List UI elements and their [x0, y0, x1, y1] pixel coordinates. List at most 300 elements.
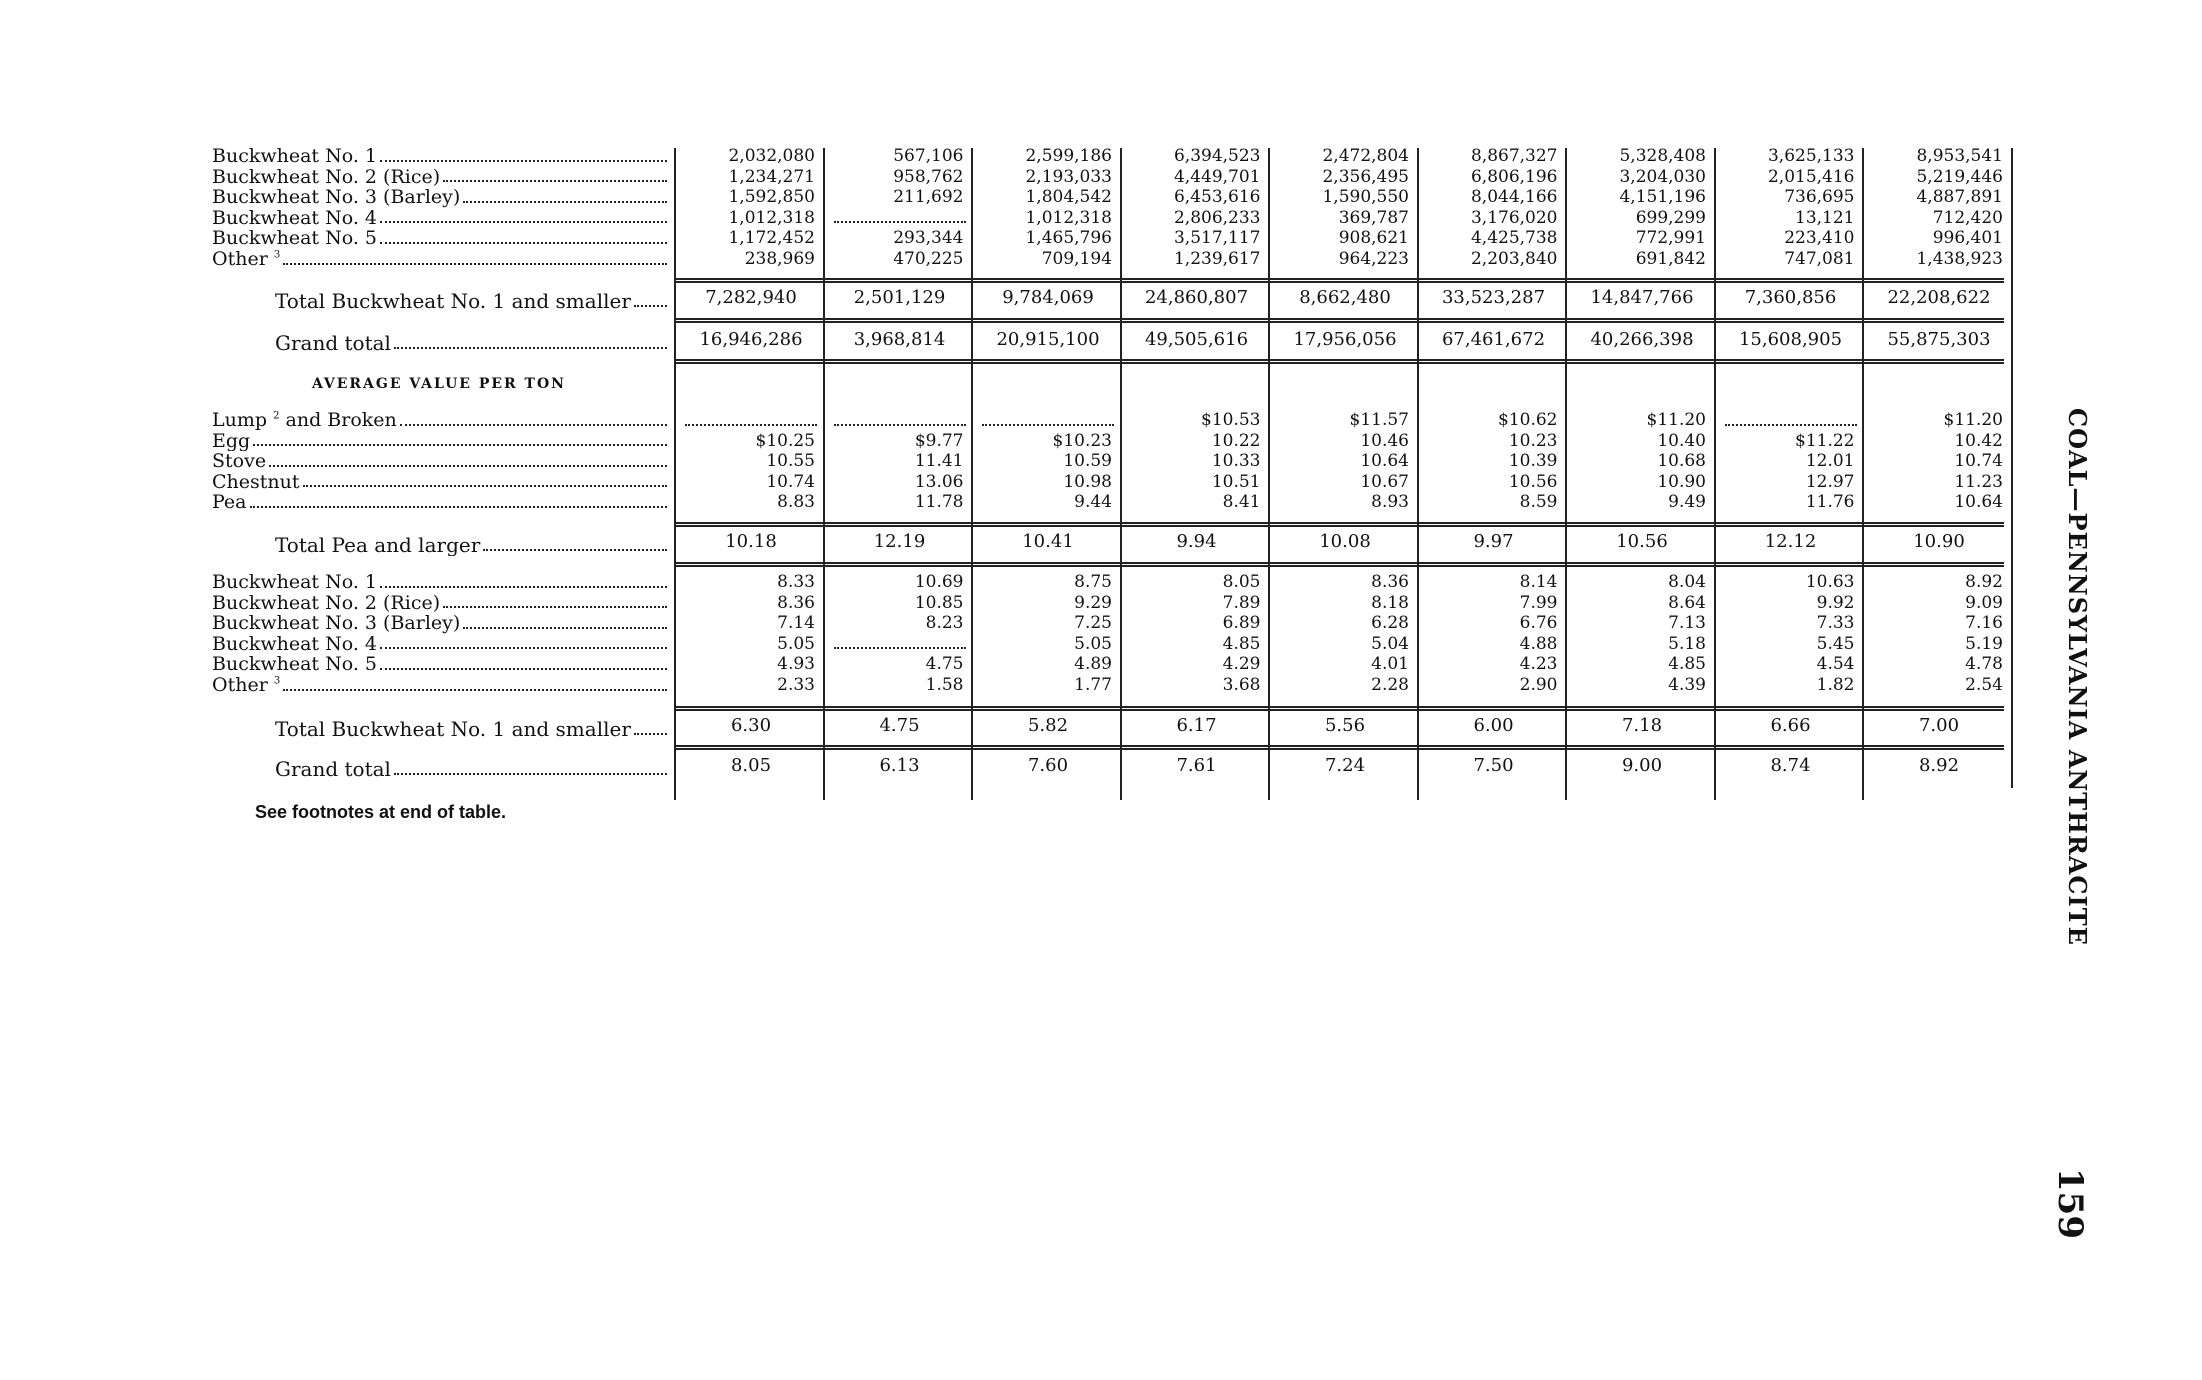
table-cell: 10.64 — [1360, 451, 1409, 472]
table-cell: 7.99 — [1519, 592, 1558, 613]
data-column-block — [1271, 284, 1419, 312]
row-label: Pea — [212, 492, 667, 513]
data-column-block — [826, 712, 974, 740]
table-cell: $9.77 — [914, 430, 964, 451]
table-cell: 211,692 — [893, 187, 964, 208]
data-column-block — [1271, 528, 1419, 556]
table-cell: 8,867,327 — [1470, 146, 1558, 166]
rule — [674, 318, 2004, 323]
table-cell: 293,344 — [893, 228, 964, 249]
table-cell: 2.28 — [1371, 674, 1409, 695]
table-cell: 10.98 — [1063, 471, 1112, 492]
data-column-block — [1568, 752, 1716, 780]
total-cell: 5.56 — [1324, 715, 1366, 736]
total-cell: 6.00 — [1473, 715, 1514, 736]
data-column-block — [1568, 712, 1716, 740]
table-cell: 4.23 — [1519, 654, 1558, 675]
table-cell: 9.29 — [1074, 592, 1112, 613]
data-column-block — [1420, 528, 1568, 556]
table-cell: 10.39 — [1508, 451, 1558, 472]
table-cell: 10.51 — [1211, 471, 1261, 492]
total-cell: 67,461,672 — [1441, 329, 1546, 350]
data-column-block — [1271, 326, 1419, 354]
table-cell: 1.82 — [1816, 674, 1855, 695]
data-column-block — [1420, 712, 1568, 740]
total-cell: 10.56 — [1616, 531, 1668, 552]
table-cell: 2,193,033 — [1025, 166, 1112, 187]
row-label: Buckwheat No. 1 — [212, 146, 667, 167]
table-cell: 5,219,446 — [1916, 166, 2003, 187]
data-column-block — [1717, 326, 1865, 354]
data-column-block — [974, 528, 1122, 556]
data-column-block — [1123, 572, 1271, 696]
table-cell: 8.14 — [1519, 572, 1558, 592]
table-cell: 470,225 — [893, 248, 964, 269]
total-cell: 9.00 — [1621, 755, 1663, 776]
table-cell: 8.04 — [1668, 572, 1706, 592]
data-column-block — [1420, 284, 1568, 312]
table-cell: 8.41 — [1222, 492, 1261, 513]
footnote-reference: See footnotes at end of table. — [255, 802, 507, 822]
total-cell: 49,505,616 — [1144, 329, 1249, 350]
data-column-block — [1123, 326, 1271, 354]
row-label: Buckwheat No. 2 (Rice) — [212, 167, 667, 188]
data-column-block — [1865, 410, 2013, 513]
table-cell: 8.18 — [1371, 592, 1409, 613]
table-cell: 1,172,452 — [728, 228, 815, 249]
table-cell: 8.92 — [1965, 572, 2003, 592]
table-cell: 1,012,318 — [728, 207, 815, 228]
data-column-block — [1717, 752, 1865, 780]
table-cell: 4.78 — [1965, 654, 2003, 675]
data-column-block — [1717, 284, 1865, 312]
total-cell: 6.66 — [1770, 715, 1811, 736]
row-label: Buckwheat No. 1 — [212, 572, 667, 593]
table-cell: 10.22 — [1211, 430, 1261, 451]
row-label: Buckwheat No. 3 (Barley) — [212, 613, 667, 634]
column-rule — [674, 148, 676, 800]
table-cell: 1.58 — [925, 674, 964, 695]
table-cell: 10.85 — [914, 592, 964, 613]
total-cell: 15,608,905 — [1738, 329, 1843, 350]
row-labels-bw-total-2 — [212, 712, 667, 740]
row-labels-pea-total — [212, 528, 667, 556]
table-cell: 223,410 — [1784, 228, 1855, 249]
total-cell: 6.30 — [730, 715, 772, 736]
table-cell: 5.19 — [1965, 633, 2003, 654]
table-cell: 1,012,318 — [1025, 207, 1112, 228]
data-column-block — [1865, 146, 2013, 270]
data-column-block — [1271, 410, 1419, 513]
data-column-block — [974, 572, 1122, 696]
total-buckwheat-label: Total Buckwheat No. 1 and smaller — [212, 284, 667, 312]
table-cell: 6.76 — [1519, 613, 1558, 634]
data-column-block — [1420, 572, 1568, 696]
table-cell: 4.93 — [777, 654, 815, 675]
rule — [674, 359, 2004, 364]
row-label: Egg — [212, 431, 667, 452]
total-cell: 8.74 — [1770, 755, 1811, 776]
table-cell: 1.77 — [1074, 674, 1112, 695]
table-cell — [826, 208, 974, 229]
data-column-block — [826, 528, 974, 556]
total-cell: 14,847,766 — [1590, 287, 1694, 308]
table-cell: 8.93 — [1371, 492, 1409, 513]
total-cell: 7.18 — [1621, 715, 1663, 736]
table-cell — [826, 410, 974, 431]
total-cell: 10.90 — [1913, 531, 1965, 552]
table-cell: 4.01 — [1371, 654, 1409, 675]
table-cell: 10.59 — [1063, 451, 1112, 472]
total-cell: 16,946,286 — [699, 329, 803, 350]
total-cell: 20,915,100 — [996, 329, 1100, 350]
table-cell: 8.23 — [925, 613, 964, 634]
total-cell: 8,662,480 — [1299, 287, 1391, 308]
data-column-block — [1123, 410, 1271, 513]
table-cell: 10.42 — [1954, 430, 2003, 451]
table-cell: 567,106 — [893, 146, 964, 166]
table-cell: 1,592,850 — [728, 187, 815, 208]
table-cell: 9.44 — [1074, 492, 1112, 513]
table-cell: 2.90 — [1519, 674, 1558, 695]
grand-total-value-label: Grand total — [212, 752, 667, 780]
table-cell: 8,953,541 — [1916, 146, 2003, 166]
table-cell: 2,203,840 — [1470, 248, 1558, 269]
data-column-block — [677, 146, 825, 270]
table-cell: 7.25 — [1074, 613, 1112, 634]
table-cell: 6.89 — [1222, 613, 1261, 634]
table-cell: 12.97 — [1805, 471, 1855, 492]
row-label: Lump $^2$ and Broken — [212, 410, 667, 431]
table-cell: 10.67 — [1360, 471, 1409, 492]
total-cell: 7,360,856 — [1744, 287, 1837, 308]
table-cell: 12.01 — [1805, 451, 1855, 472]
data-column-block — [826, 326, 974, 354]
table-cell: 5.05 — [777, 633, 815, 654]
table-cell: 10.68 — [1657, 451, 1706, 472]
table-cell: 5.45 — [1816, 633, 1855, 654]
table-cell: 1,438,923 — [1916, 248, 2003, 269]
data-column-block — [1123, 712, 1271, 740]
total-cell: 24,860,807 — [1144, 287, 1249, 308]
table-cell: 6.28 — [1371, 613, 1409, 634]
table-cell: 8.59 — [1519, 492, 1558, 513]
table-cell: 369,787 — [1338, 207, 1409, 228]
table-cell: 3,204,030 — [1619, 166, 1706, 187]
table-cell: 8.36 — [777, 592, 815, 613]
table-cell: 10.56 — [1508, 471, 1558, 492]
rule — [674, 745, 2004, 750]
total-cell: 10.18 — [725, 531, 777, 552]
total-pea-label: Total Pea and larger — [212, 528, 667, 556]
total-cell: 12.12 — [1764, 531, 1817, 552]
data-column-block — [826, 146, 974, 270]
data-column-block — [1420, 410, 1568, 513]
total-cell: 6.13 — [879, 755, 920, 776]
data-column-block — [1420, 752, 1568, 780]
table-cell: 1,465,796 — [1025, 228, 1112, 249]
table-cell: 2,472,804 — [1322, 146, 1409, 166]
data-column-block — [1271, 572, 1419, 696]
rule — [674, 522, 2004, 527]
table-cell: $10.62 — [1498, 410, 1558, 430]
table-cell: 747,081 — [1784, 248, 1855, 269]
table-cell: 2,599,186 — [1025, 146, 1112, 166]
table-cell: 5.18 — [1668, 633, 1706, 654]
data-column-block — [826, 572, 974, 696]
table-cell: 10.63 — [1805, 572, 1855, 592]
data-column-block — [1717, 712, 1865, 740]
table-cell: 699,299 — [1635, 207, 1706, 228]
data-column-block — [974, 146, 1122, 270]
row-labels — [212, 146, 667, 270]
table-cell: 4.85 — [1668, 654, 1706, 675]
table-cell: $10.23 — [1052, 430, 1112, 451]
table-cell: $11.20 — [1646, 410, 1706, 430]
data-column-block — [1271, 712, 1419, 740]
table-cell: 8.33 — [777, 572, 815, 592]
table-cell: 8.36 — [1371, 572, 1409, 592]
table-cell: 7.89 — [1222, 592, 1261, 613]
row-label: Stove — [212, 451, 667, 472]
table-cell: 772,991 — [1635, 228, 1706, 249]
table-cell: 4.88 — [1519, 633, 1558, 654]
table-cell: 4,887,891 — [1916, 187, 2003, 208]
total-cell: 33,523,287 — [1441, 287, 1546, 308]
total-cell: 12.19 — [873, 531, 926, 552]
data-column-block — [677, 410, 825, 513]
table-cell: 5,328,408 — [1619, 146, 1706, 166]
table-cell: 712,420 — [1932, 207, 2003, 228]
row-label: Buckwheat No. 5 — [212, 654, 667, 675]
table-cell: 11.78 — [914, 492, 964, 513]
table-cell: 4,449,701 — [1173, 166, 1261, 187]
total-cell: 4.75 — [879, 715, 920, 736]
table-cell: 1,590,550 — [1322, 187, 1409, 208]
table-cell: 10.90 — [1657, 471, 1706, 492]
table-cell: 3,517,117 — [1173, 228, 1261, 249]
table-cell: 1,239,617 — [1173, 248, 1261, 269]
table-cell: $11.57 — [1349, 410, 1409, 430]
data-column-block — [1865, 528, 2013, 556]
row-label: Buckwheat No. 3 (Barley) — [212, 187, 667, 208]
data-column-block — [677, 284, 825, 312]
table-cell: 4.75 — [925, 654, 964, 675]
rule — [674, 278, 2004, 283]
table-cell: 4,151,196 — [1619, 187, 1706, 208]
total-cell: 7.50 — [1473, 755, 1514, 776]
table-cell: 13,121 — [1795, 207, 1855, 228]
table-cell: 238,969 — [744, 248, 815, 269]
total-cell: 3,968,814 — [853, 329, 946, 350]
table-cell: 10.46 — [1360, 430, 1409, 451]
row-label: Other $^3$ — [212, 675, 667, 696]
value-row-labels-b — [212, 572, 667, 696]
row-label: Buckwheat No. 4 — [212, 634, 667, 655]
data-column-block — [677, 572, 825, 696]
table-cell: 5.05 — [1074, 633, 1112, 654]
value-row-labels-a — [212, 410, 667, 513]
data-column-block — [1568, 326, 1716, 354]
data-column-block — [677, 326, 825, 354]
row-label: Buckwheat No. 2 (Rice) — [212, 593, 667, 614]
row-label: Chestnut — [212, 472, 667, 493]
table-cell: 8.83 — [777, 492, 815, 513]
table-cell: 3,176,020 — [1470, 207, 1558, 228]
data-column-block — [677, 752, 825, 780]
data-column-block — [1123, 284, 1271, 312]
data-column-block — [1123, 146, 1271, 270]
table-cell: 3,625,133 — [1767, 146, 1855, 166]
total-cell: 7.24 — [1324, 755, 1366, 776]
table-cell: 908,621 — [1338, 228, 1409, 249]
data-column-block — [677, 528, 825, 556]
table-cell: 7.16 — [1965, 613, 2003, 634]
total-cell: 55,875,303 — [1887, 329, 1991, 350]
data-column-block — [1865, 752, 2013, 780]
table-cell: 958,762 — [893, 166, 964, 187]
table-cell: 10.23 — [1508, 430, 1558, 451]
data-column-block — [826, 410, 974, 513]
data-column-block — [1568, 284, 1716, 312]
table-cell: 10.55 — [766, 451, 815, 472]
data-column-block — [826, 284, 974, 312]
data-column-block — [974, 752, 1122, 780]
table-cell: 6,394,523 — [1173, 146, 1261, 166]
table-cell: 10.64 — [1954, 492, 2003, 513]
table-cell: 4.29 — [1222, 654, 1261, 675]
total-cell: 7.61 — [1176, 755, 1217, 776]
data-column-block — [1865, 572, 2013, 696]
table-cell: 2,015,416 — [1767, 166, 1855, 187]
data-column-block — [1568, 410, 1716, 513]
data-column-block — [677, 712, 825, 740]
table-cell — [1717, 410, 1865, 431]
total-cell: 6.17 — [1176, 715, 1217, 736]
table-cell: 2.54 — [1965, 674, 2003, 695]
table-cell: 9.92 — [1816, 592, 1855, 613]
table-cell: 10.74 — [766, 471, 815, 492]
row-label: Buckwheat No. 4 — [212, 208, 667, 229]
row-labels-grand-2 — [212, 752, 667, 780]
table-cell: 4.39 — [1668, 674, 1706, 695]
grand-total-label: Grand total — [212, 326, 667, 354]
table-cell: 5.04 — [1371, 633, 1409, 654]
table-cell: 7.14 — [777, 613, 815, 634]
total-cell: 2,501,129 — [853, 287, 946, 308]
table-cell: 4,425,738 — [1470, 228, 1558, 249]
rule — [674, 706, 2004, 711]
table-cell: 2.33 — [777, 674, 815, 695]
table-cell: 4.89 — [1074, 654, 1112, 675]
data-column-block — [1865, 712, 2013, 740]
total-cell: 7,282,940 — [705, 287, 797, 308]
table-cell: $10.53 — [1201, 410, 1261, 430]
rule — [674, 562, 2004, 567]
data-column-block — [1420, 326, 1568, 354]
table-cell: 9.49 — [1668, 492, 1706, 513]
table-cell: 2,356,495 — [1322, 166, 1409, 187]
row-labels-totals — [212, 284, 667, 312]
data-column-block — [1568, 572, 1716, 696]
data-column-block — [1568, 146, 1716, 270]
table-cell: 11.41 — [914, 451, 964, 472]
data-column-block — [1717, 572, 1865, 696]
total-cell: 7.60 — [1027, 755, 1069, 776]
table-cell: 10.40 — [1657, 430, 1706, 451]
data-column-block — [1717, 146, 1865, 270]
data-column-block — [974, 410, 1122, 513]
total-cell: 9.94 — [1176, 531, 1217, 552]
total-cell: 10.41 — [1022, 531, 1074, 552]
table-cell: 8,044,166 — [1470, 187, 1558, 208]
table-cell: 10.74 — [1954, 451, 2003, 472]
data-column-block — [1717, 528, 1865, 556]
data-column-block — [974, 326, 1122, 354]
data-column-block — [1865, 284, 2013, 312]
total-cell: 5.82 — [1027, 715, 1069, 736]
table-cell — [826, 634, 974, 655]
table-cell: 8.75 — [1074, 572, 1112, 592]
table-cell: 7.33 — [1816, 613, 1855, 634]
table-cell: $11.20 — [1943, 410, 2003, 430]
row-label: Other $^3$ — [212, 249, 667, 270]
data-column-block — [1865, 326, 2013, 354]
total-buckwheat-value-label: Total Buckwheat No. 1 and smaller — [212, 712, 667, 740]
total-cell: 8.92 — [1918, 755, 1960, 776]
table-cell: 10.33 — [1211, 451, 1261, 472]
table-cell — [677, 410, 825, 431]
page-number: 159 — [2050, 1168, 2090, 1239]
row-label: Buckwheat No. 5 — [212, 228, 667, 249]
table-cell: 1,234,271 — [728, 166, 815, 187]
data-column-block — [974, 284, 1122, 312]
total-cell: 9,784,069 — [1002, 287, 1094, 308]
table-cell: 2,032,080 — [728, 146, 815, 166]
total-cell: 10.08 — [1319, 531, 1371, 552]
table-cell: 13.06 — [914, 471, 964, 492]
data-column-block — [1123, 752, 1271, 780]
table-cell: 709,194 — [1041, 248, 1112, 269]
table-cell: 736,695 — [1784, 187, 1855, 208]
table-cell: $10.25 — [755, 430, 815, 451]
table-cell: 4.85 — [1222, 633, 1261, 654]
data-column-block — [1717, 410, 1865, 513]
table-cell: 8.64 — [1668, 592, 1706, 613]
table-cell — [974, 410, 1122, 431]
table-cell: $11.22 — [1795, 430, 1855, 451]
table-cell: 10.69 — [914, 572, 964, 592]
table-cell: 6,453,616 — [1173, 187, 1261, 208]
table-cell: 3.68 — [1222, 674, 1261, 695]
table-cell: 1,804,542 — [1025, 187, 1112, 208]
data-column-block — [826, 752, 974, 780]
table-cell: 11.23 — [1954, 471, 2003, 492]
total-cell: 17,956,056 — [1293, 329, 1397, 350]
section-heading: AVERAGE VALUE PER TON — [312, 376, 566, 392]
data-column-block — [1271, 146, 1419, 270]
data-column-block — [974, 712, 1122, 740]
data-column-block — [1123, 528, 1271, 556]
row-labels-grand — [212, 326, 667, 354]
table-cell: 8.05 — [1222, 572, 1261, 592]
table-cell: 7.13 — [1668, 613, 1706, 634]
total-cell: 22,208,622 — [1887, 287, 1991, 308]
table-cell: 964,223 — [1338, 248, 1409, 269]
table-cell: 11.76 — [1805, 492, 1855, 513]
total-cell: 7.00 — [1918, 715, 1960, 736]
table-cell: 2,806,233 — [1173, 207, 1261, 228]
